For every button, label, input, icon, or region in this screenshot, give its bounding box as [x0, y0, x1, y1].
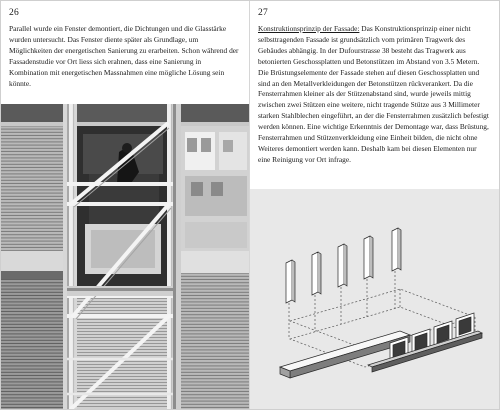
left-paragraph: Parallel wurde ein Fenster demontiert, die Dichtungen und die Glasstärke wurden untersucht. Das Fenster diente später als Grundlage, um Möglichkeiten der energetischen Sanierung zu erarbeiten. Schon während der Fassadenstudie vor Ort liess sich erahnen, dass eine Sanierung in Kombination mit energetischen Massnahmen eine mögliche Lösung sein könnte.	[9, 24, 239, 88]
page-number-right: 27	[258, 8, 268, 18]
page-number-left: 26	[9, 8, 19, 18]
photo-facade-scaffolding-icon	[1, 104, 250, 409]
left-page	[1, 1, 250, 409]
exploded-axonometric-drawing-icon	[250, 189, 499, 409]
right-paragraph	[258, 24, 489, 166]
right-page	[250, 1, 499, 409]
section-heading-inline: Konstruktionsprinzip der Fassade:	[258, 24, 360, 33]
right-paragraph-body: Das Konstruktionsprinzip einer nicht selbsttragenden Fassade ist grundsätzlich vom primären Tragwerk des Gebäudes abhängig. In der Dufourstrasse 38 besteht das Tragwerk aus betonierten Geschossplatten und Betonstützen im Abstand von 3.5 Metern. Die Brüstungselemente der Fassade stehen auf diesen Geschossplatten und sind an den Metallverkleidungen der Betonstützen rückverankert. Da die Fensterrahmen kleiner als der Stützenabstand sind, wurde jeweils mittig zwischen zwei Stützen eine weitere, nicht tragende Stütze aus 3 Millimeter starken Stahlblechen eingeführt, an der die Fensterrahmen zusätzlich befestigt werden können. Eine wichtige Erkenntnis der Demontage war, dass Brüstung, Fensterrahmen und Stützenverkleidung eine Einheit bilden, die nicht ohne Weiteres demontiert werden kann. Deshalb kam bei diesen Elementen nur eine Reinigung vor Ort infrage.	[258, 24, 489, 164]
